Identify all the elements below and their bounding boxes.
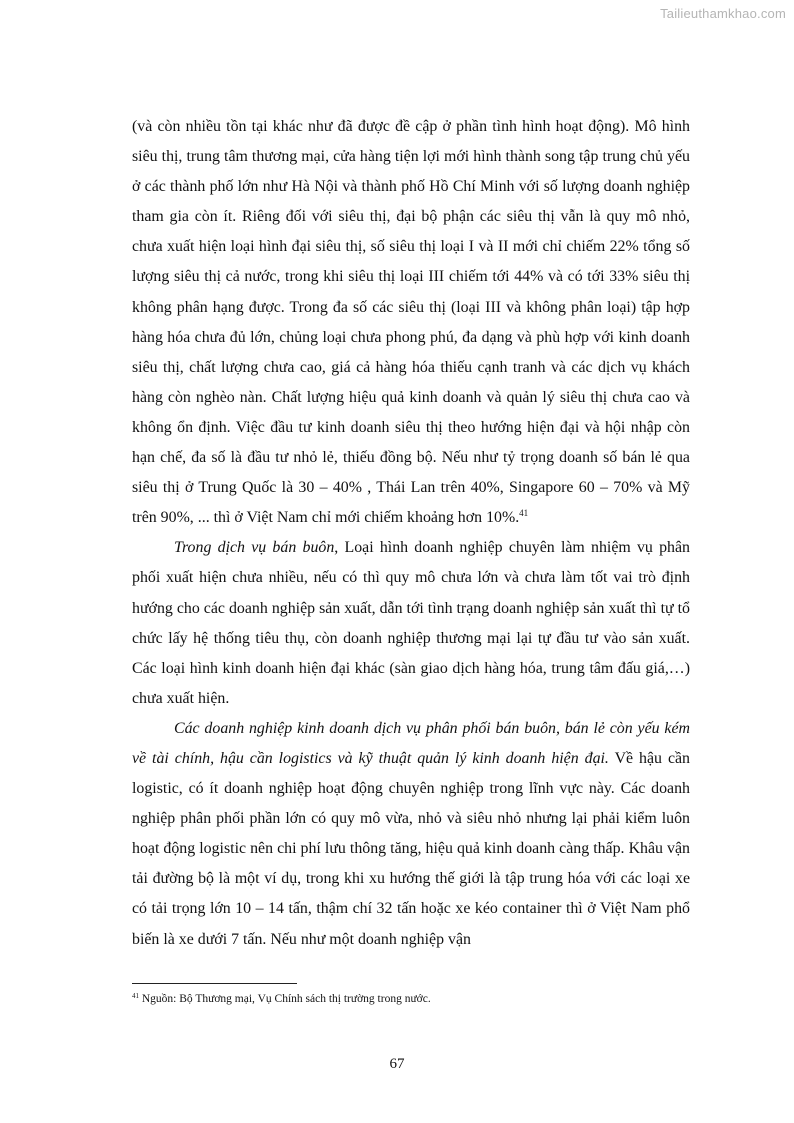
watermark: Tailieuthamkhao.com bbox=[660, 6, 786, 21]
paragraph-1 bbox=[132, 112, 690, 533]
footnote-number: 41 bbox=[132, 992, 139, 1000]
paragraph-3 bbox=[132, 714, 690, 955]
paragraph-3-text: Về hậu cần logistic, có ít doanh nghiệp hoạt động chuyên nghiệp trong lĩnh vực này. Các doanh nghiệp phân phối phần lớn có quy mô vừa, nhỏ và siêu nhỏ nhưng lại phải kiểm luôn hoạt động logistic nên chi phí lưu thông tăng, hiệu quả kinh doanh càng thấp. Khâu vận tải đường bộ là một ví dụ, trong khi xu hướng thế giới là tập trung hóa với các loại xe có tải trọng lớn 10 – 14 tấn, thậm chí 32 tấn hoặc xe kéo container thì ở Việt Nam phổ biến là xe dưới 7 tấn. Nếu như một doanh nghiệp vận bbox=[132, 749, 690, 948]
paragraph-2 bbox=[132, 533, 690, 714]
footnote-text: Nguồn: Bộ Thương mại, Vụ Chính sách thị trường trong nước. bbox=[139, 993, 431, 1005]
paragraph-1-text: (và còn nhiều tồn tại khác như đã được đề cập ở phần tình hình hoạt động). Mô hình siêu thị, trung tâm thương mại, cửa hàng tiện lợi mới hình thành song tập trung chủ yếu ở các thành phố lớn như Hà Nội và thành phố Hồ Chí Minh với số lượng doanh nghiệp tham gia còn ít. Riêng đối với siêu thị, đại bộ phận các siêu thị vẫn là quy mô nhỏ, chưa xuất hiện loại hình đại siêu thị, số siêu thị loại I và II mới chỉ chiếm 22% tổng số lượng siêu thị cả nước, trong khi siêu thị loại III chiếm tới 44% và có tới 33% siêu thị không phân hạng được. Trong đa số các siêu thị (loại III và không phân loại) tập hợp hàng hóa chưa đủ lớn, chủng loại chưa phong phú, đa dạng và phù hợp với kinh doanh siêu thị, chất lượng chưa cao, giá cả hàng hóa thiếu cạnh tranh và các dịch vụ khách hàng còn nghèo nàn. Chất lượng hiệu quả kinh doanh và quản lý siêu thị chưa cao và không ổn định. Việc đầu tư kinh doanh siêu thị theo hướng hiện đại và hội nhập còn hạn chế, đa số là đầu tư nhỏ lẻ, thiếu đồng bộ. Nếu như tỷ trọng doanh số bán lẻ qua siêu thị ở Trung Quốc là 30 – 40% , Thái Lan trên 40%, Singapore 60 – 70% và Mỹ trên 90%, ... thì ở Việt Nam chỉ mới chiếm khoảng hơn 10%. bbox=[132, 118, 690, 527]
paragraph-2-text: , Loại hình doanh nghiệp chuyên làm nhiệm vụ phân phối xuất hiện chưa nhiều, nếu có thì quy mô chưa lớn và chưa làm tốt vai trò định hướng cho các doanh nghiệp sản xuất, dẫn tới tình trạng doanh nghiệp sản xuất thì tự tổ chức lấy hệ thống tiêu thụ, còn doanh nghiệp thương mại lại tự đầu tư vào sản xuất. Các loại hình kinh doanh hiện đại khác (sàn giao dịch hàng hóa, trung tâm đấu giá,…) chưa xuất hiện. bbox=[132, 539, 690, 707]
footnote-separator bbox=[132, 983, 297, 984]
paragraph-2-italic-lead: Trong dịch vụ bán buôn bbox=[174, 539, 335, 557]
body-text bbox=[132, 112, 690, 955]
footnote-ref-41: 41 bbox=[519, 508, 529, 519]
footnote bbox=[132, 992, 692, 1006]
page-number: 67 bbox=[389, 1056, 405, 1072]
paragraph-3-italic-lead: Các doanh nghiệp kinh doanh dịch vụ phân phối bán buôn, bán lẻ còn yếu kém về tài chính, hậu cần logistics và kỹ thuật quản lý kinh doanh hiện đại. bbox=[132, 719, 690, 767]
